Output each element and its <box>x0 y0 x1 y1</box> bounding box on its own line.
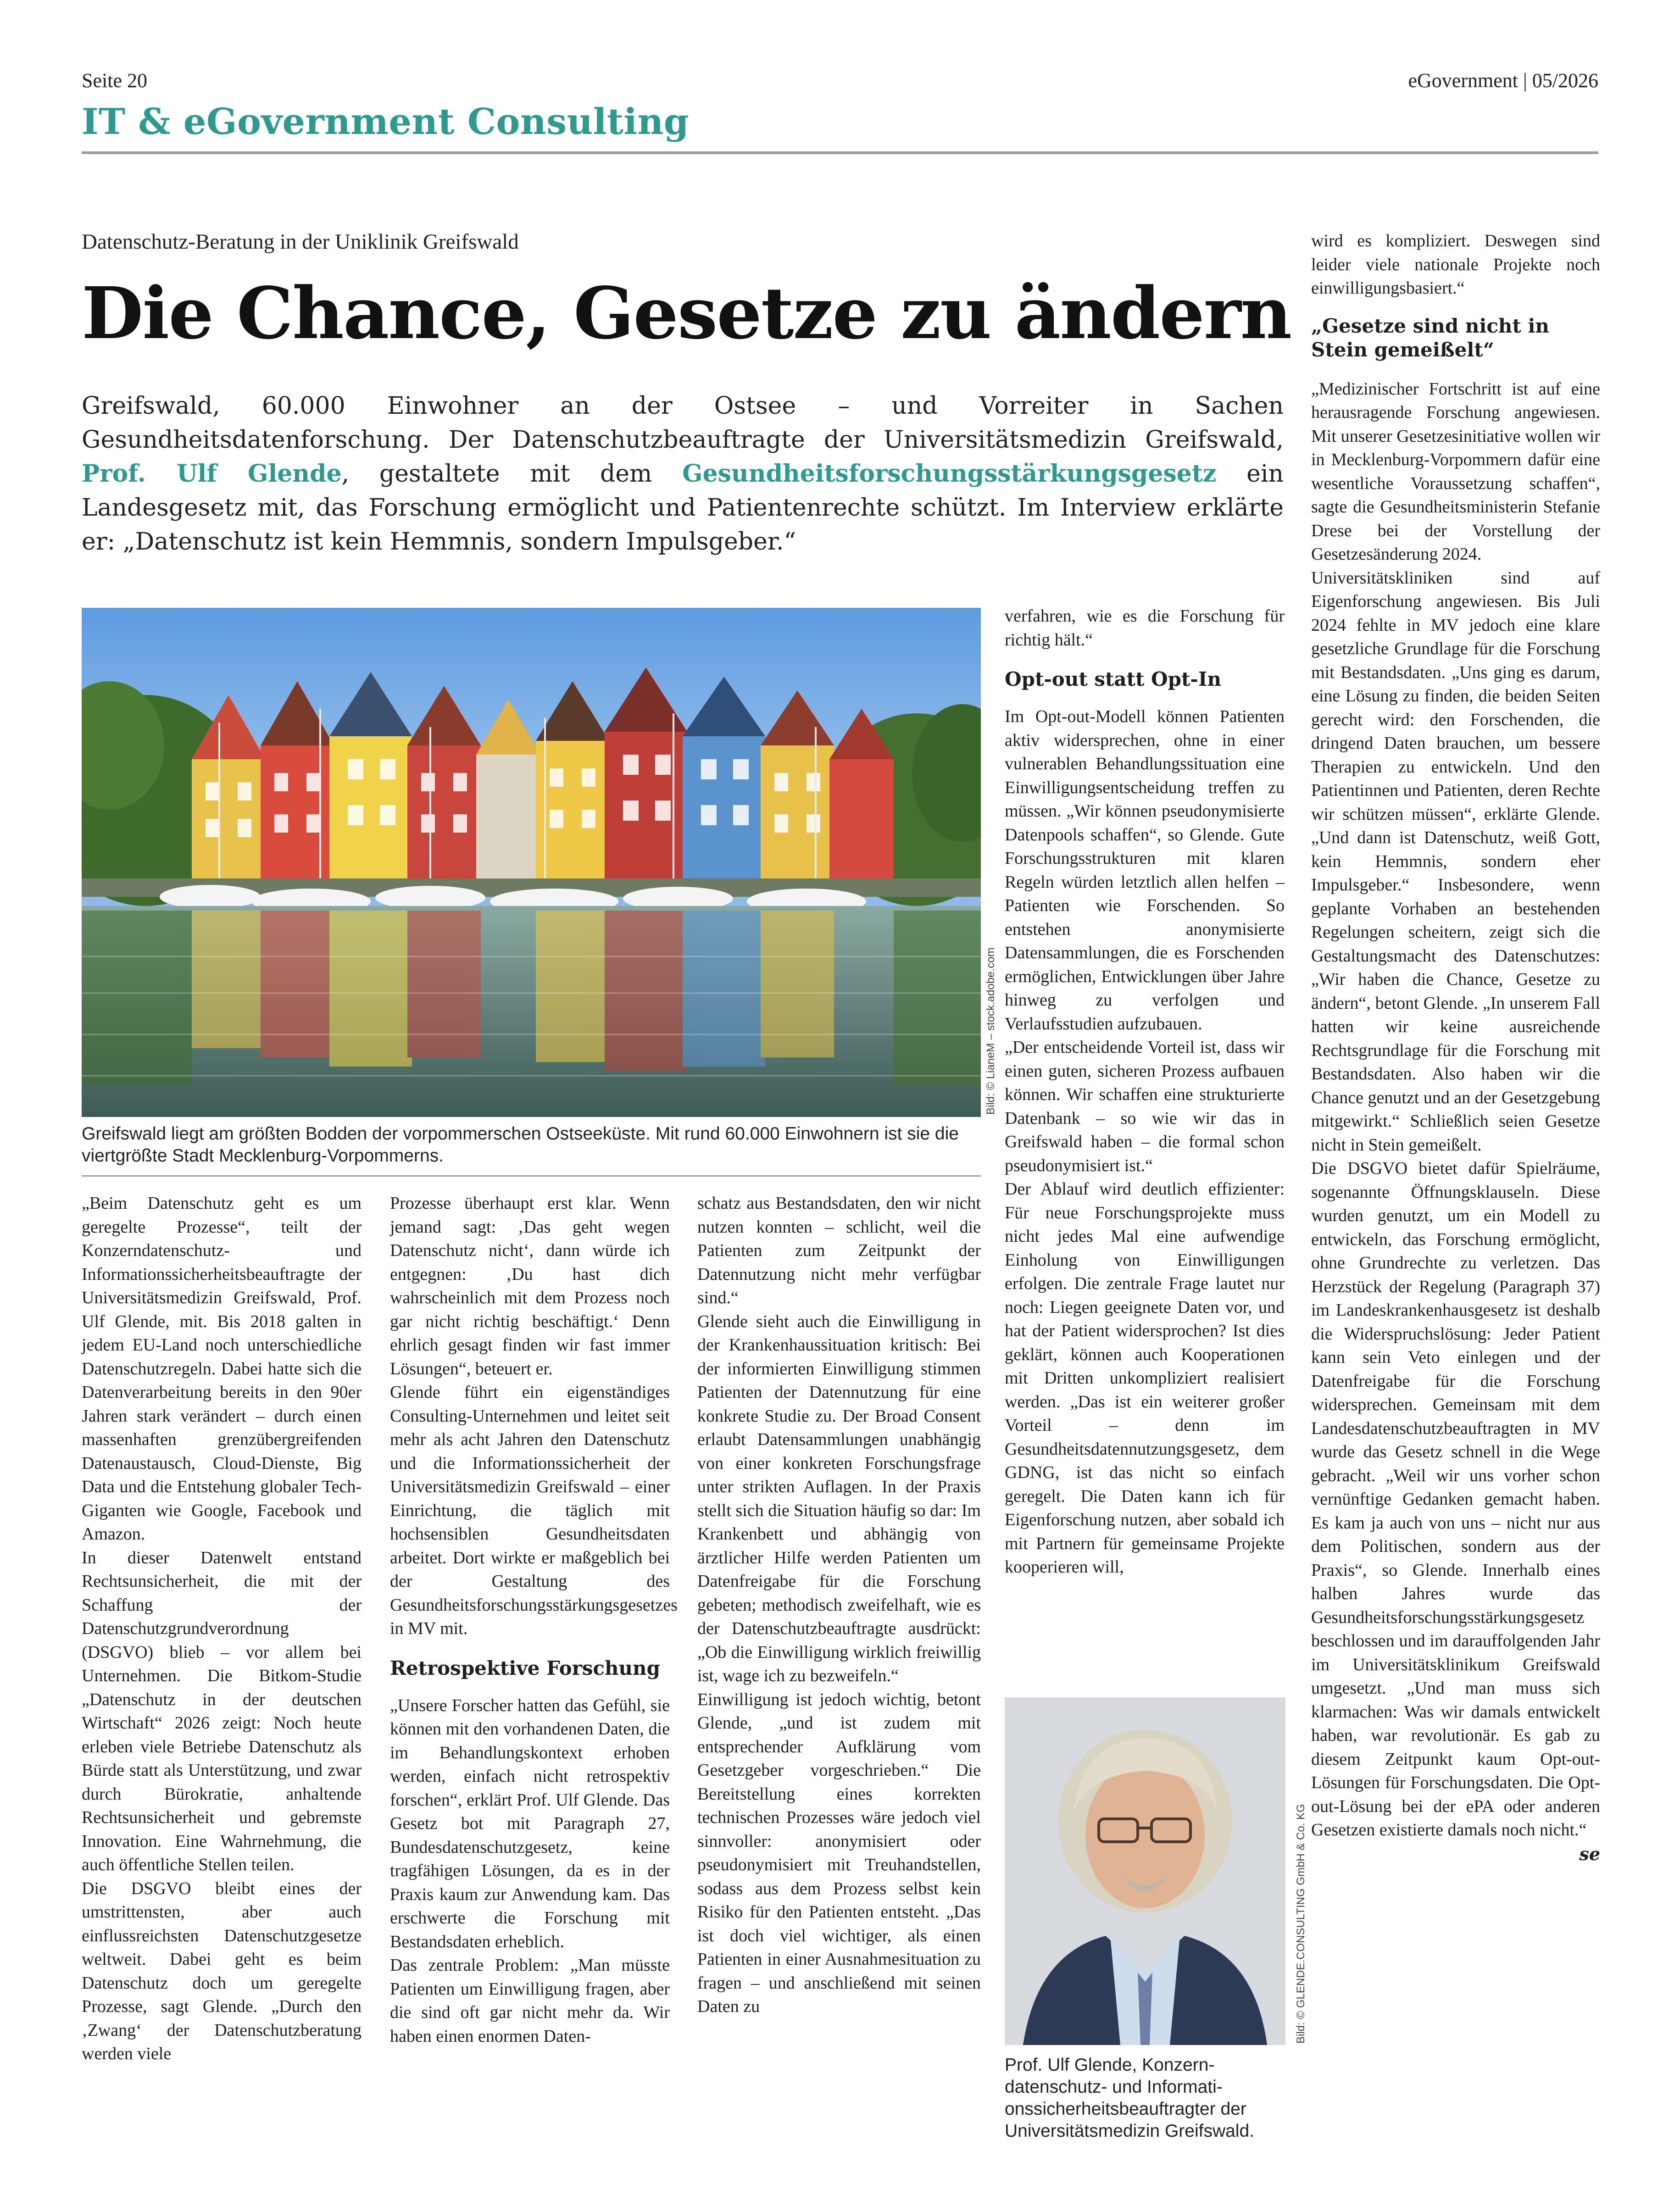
paragraph: Im Opt-out-Modell können Patienten aktiv widersprechen, ohne in einer vulnerablen Behandlungssituation eine Einwilligungsentscheidung treffen zu müssen. „Wir können pseudonymisierte Datenpools schaffen“, so Glende. Gute Forschungsstrukturen mit klaren Regeln würden letztlich allen helfen – Patienten wie Forschenden. So entstehen anonymisierte Datensammlungen, die es Forschenden ermöglichen, Entwicklungen über Jahre hinweg zu verfolgen und Verlaufsstudien aufzubauen. <box>1005 707 1285 1034</box>
page-number: Seite 20 <box>82 69 147 92</box>
paragraph: Glende führt ein eigenständiges Consulting-Unternehmen und leitet seit mehr als acht Jahren den Datenschutz und die Informationssicherheit der Universitätsmedizin Greifswald – einer Einrichtung, die täglich mit hochsensiblen Gesundheitsdaten arbeitet. Dort wirkte er maßgeblich bei der Gestaltung des Gesundheitsforschungsstärkungsgesetzes in MV mit. <box>390 1383 678 1638</box>
lead-text-1: Greifswald, 60.000 Einwohner an der Ostsee – und Vorreiter in Sachen Gesundheitsdatenforschung. Der Datenschutzbeauftragte der Universitätsmedizin Greifswald, <box>82 392 1284 454</box>
text-column-3 <box>697 1192 981 2019</box>
paragraph-text: Die DSGVO bietet dafür Spielräume, sogenannte Öffnungsklauseln. Diese wurden genutzt, um ein Modell zu entwickeln, das Forschung ermöglicht, ohne Grundrechte zu verletzen. Das Herzstück der Regelung (Paragraph 37) im Landeskrankenhausgesetz ist deshalb die Widerspruchslösung: Jeder Patient kann sein Veto einlegen und der Datenfreigabe für die Forschung widersprechen. Gemeinsam mit dem Landesdatenschutzbeauftragten in MV wurde das Gesetz schnell in die Wege gebracht. „Weil wir uns vorher schon vernünftige Gedanken gemacht haben. Es kam ja auch von uns – nicht nur aus dem Politischen, sondern aus der Praxis“, so Glende. Innerhalb eines halben Jahres wurde das Gesundheitsforschungsstärkungsgesetz beschlossen und im darauffolgenden Jahr im Universitätsklinikum Greifswald umgesetzt. „Und man muss sich klarmachen: Was wir damals entwickelt haben, war revolutionär. Es gab zu diesem Zeitpunkt kaum Opt-out-Lösungen für Forschungsdaten. Die Opt-out-Lösung bei der ePA oder anderen Gesetzen existierte damals noch nicht.“ <box>1311 1159 1600 1839</box>
paragraph: verfahren, wie es die Forschung für richtig hält.“ <box>1005 606 1285 650</box>
portrait-photo <box>1005 1697 1285 2045</box>
paragraph: Universitätskliniken sind auf Eigenforschung angewiesen. Bis Juli 2024 fehlte in MV jedoch eine klare gesetzliche Grundlage für die Forschung mit Bestandsdaten. „Uns ging es darum, eine Lösung zu finden, die beiden Seiten gerecht wird: den Forschenden, die dringend Daten brauchen, um bessere Therapien zu entwickeln. Und den Patientinnen und Patienten, deren Rechte wir schützen müssen“, erklärte Glende. „Und dann ist Datenschutz, weiß Gott, kein Hemmnis, sondern eher Impulsgeber.“ Insbesondere, wenn geplante Vorhaben an bestehenden Regelungen scheitern, zeigt sich die Gestaltungsmacht des Datenschutzes: „Wir haben die Chance, Gesetze zu ändern“, betont Glende. „In unserem Fall hatten wir keine ausreichende Rechtsgrundlage für die Forschung mit Bestandsdaten. Also haben wir die Chance genutzt und an der Gesetzgebung mitgewirkt.“ Schließlich seien Gesetze nicht in Stein gemeißelt. <box>1311 568 1600 1155</box>
paragraph: schatz aus Bestandsdaten, den wir nicht nutzen konnten – schlicht, weil die Patienten zum Zeitpunkt der Datennutzung nicht mehr verfügbar sind.“ <box>697 1194 981 1307</box>
subheading-retrospektive: Retrospektive Forschung <box>390 1656 660 1679</box>
photo-caption: Greifswald liegt am größten Bodden der vorpommerschen Ostseeküste. Mit rund 60.000 Einwohnern ist sie die viertgrößte Stadt Mecklenburg-Vorpommerns. <box>82 1124 959 1166</box>
lead-text-2: , gestaltete mit dem <box>341 460 683 488</box>
text-column-1 <box>82 1192 362 2066</box>
paragraph: Glende sieht auch die Einwilligung in der Krankenhaussituation kritisch: Bei der informierten Einwilligung stimmen Patienten der Datennutzung für eine konkrete Studie zu. Der Broad Consent erlaubt Datensammlungen unabhängig von einer konkreten Forschungsfrage unter strikten Auflagen. In der Praxis stellt sich die Situation häufig so dar: Im Krankenbett und abhängig von ärztlicher Hilfe werden Patienten um Datenfreigabe für die Forschung gebeten; methodisch zweifelhaft, wie es der Datenschutzbeauftragte ausdrückt: „Ob die Einwilligung wirklich freiwillig ist, wage ich zu bezweifeln.“ <box>697 1311 981 1685</box>
paragraph: In dieser Datenwelt entstand Rechtsunsicherheit, die mit der Schaffung der Datenschutzgrundverordnung (DSGVO) blieb – vor allem bei Unternehmen. Die Bitkom-Studie „Datenschutz in der deutschen Wirtschaft“ 2026 zeigt: Noch heute erleben viele Betriebe Datenschutz als Bürde statt als Unterstützung, und zwar durch Bürokratie, anhaltende Rechtsunsicherheit und gebremste Innovation. Eine Wahrnehmung, die auch öffentliche Stellen teilen. <box>82 1548 362 1874</box>
paragraph: Der Ablauf wird deutlich effizienter: Für neue Forschungsprojekte muss nicht jedes Mal eine aufwendige Einholung von Einwilligungen erfolgen. Die zentrale Frage lautet nur noch: Liegen geeignete Daten vor, und hat der Patient widersprochen? Ist dies geklärt, können auch Kooperationen mit Dritten unkompliziert realisiert werden. „Das ist ein weiterer großer Vorteil – denn im Gesundheitsdatennutzungsgesetz, dem GDNG, ist das nicht so einfach geregelt. Die Daten kann ich für Eigenforschung nutzen, aber sobald ich mit Partnern für gemeinsame Projekte kooperieren will, <box>1005 1179 1285 1577</box>
section-title: IT & eGovernment Consulting <box>82 101 689 143</box>
article-headline: Die Chance, Gesetze zu ändern <box>82 271 1291 355</box>
author-signature: se <box>1579 1843 1600 1864</box>
subheading-opt-out: Opt-out statt Opt-In <box>1005 668 1222 690</box>
section-divider <box>82 151 1598 154</box>
article-kicker: Datenschutz-Beratung in der Uniklinik Greifswald <box>82 230 519 254</box>
paragraph: „Beim Datenschutz geht es um geregelte Prozesse“, teilt der Konzerndatenschutz- und Informationssicherheitsbeauftragte der Universitätsmedizin Greifswald, Prof. Ulf Glende, mit. Bis 2018 galten in jedem EU-Land noch unterschiedliche Datenschutzregeln. Dabei hatte sich die Datenverarbeitung bereits in den 90er Jahren stark verändert – durch einen massenhaften grenzübergreifenden Datenaustausch, Cloud-Dienste, Big Data und die Entstehung globaler Tech-Giganten wie Google, Facebook und Amazon. <box>82 1194 362 1544</box>
text-column-5 <box>1311 229 1600 1866</box>
paragraph: Die DSGVO bleibt eines der umstrittensten, aber auch einflussreichsten Datenschutzgesetze weltweit. Dabei geht es beim Datenschutz doch um geregelte Prozesse, sagt Glende. „Durch den ‚Zwang‘ der Datenschutzberatung werden viele <box>82 1878 362 2063</box>
text-column-2 <box>390 1192 678 2048</box>
paragraph: Einwilligung ist jedoch wichtig, betont Glende, „und ist zudem mit entsprechender Aufklärung vom Gesetzgeber vorgeschrieben.“ Die Bereitstellung eines korrekten technischen Prozesses wäre jedoch viel sinnvoller: anonymisiert oder pseudonymisiert mit Treuhandstellen, sodass aus dem Prozess selbst kein Risiko für den Patienten entsteht. „Das ist doch viel wichtiger, als einen Patienten in einer Ausnahmesituation zu fragen – und anschließend mit seinen Daten zu <box>697 1689 981 2016</box>
photo-credit: Bild: © LianeM – stock.adobe.com <box>985 947 997 1115</box>
lead-name-highlight: Prof. Ulf Glende <box>82 460 342 488</box>
paragraph: Prozesse überhaupt erst klar. Wenn jemand sagt: ‚Das geht wegen Datenschutz nicht‘, dann würde ich entgegnen: ‚Du hast dich wahrscheinlich mit dem Prozess noch gar nicht richtig beschäftigt.‘ Denn ehrlich gesagt finden wir fast immer Lösungen“, beteuert er. <box>390 1194 670 1378</box>
greifswald-harbour-photo <box>82 608 981 1117</box>
paragraph: „Medizinischer Fortschritt ist auf eine herausragende Forschung angewiesen. Mit unserer Gesetzesinitiative wollen wir in Mecklenburg-Vorpommern dafür eine wesentliche Voraussetzung schaffen“, sagte die Gesundheitsministerin Stefanie Drese bei der Vorstellung der Gesetzesänderung 2024. <box>1311 379 1600 564</box>
paragraph: Das zentrale Problem: „Man müsste Patienten um Einwilligung fragen, aber die sind oft gar nicht mehr da. Wir haben einen enormen Daten- <box>390 1956 670 2046</box>
paragraph: „Unsere Forscher hatten das Gefühl, sie können mit den vorhandenen Daten, die im Behandlungskontext erhoben werden, einfach nicht retrospektiv forschen“, erklärt Prof. Ulf Glende. Das Gesetz bot mit Paragraph 27, Bundesdatenschutzgesetz, keine tragfähigen Lösungen, da es in der Praxis kaum zur Anwendung kam. Das erschwerte die Forschung mit Bestandsdaten erheblich. <box>390 1695 670 1951</box>
article-lead <box>82 389 1284 559</box>
text-column-4 <box>1005 605 1285 1579</box>
lead-text-3: ein Landesgesetz mit, das Forschung ermöglicht und Patientenrechte schützt. Im Interview erklärte er: „Datenschutz ist kein Hemmnis, sondern Impulsgeber.“ <box>82 460 1284 556</box>
paragraph: wird es kompliziert. Deswegen sind leider viele nationale Projekte noch einwilligungsbasiert.“ <box>1311 231 1600 298</box>
paragraph <box>1311 1157 1600 1864</box>
portrait-illustration <box>1005 1697 1285 2045</box>
portrait-credit: Bild: © GLENDE.CONSULTING GmbH & Co. KG <box>1295 1804 1307 2044</box>
lead-law-highlight: Gesundheitsforschungsstärkungsgesetz <box>682 460 1217 488</box>
paragraph: „Der entscheidende Vorteil ist, dass wir einen guten, sicheren Prozess aufbauen können. Wir schaffen eine strukturierte Datenbank – so wie wir das in Greifswald haben – die formal schon pseudonymisiert ist.“ <box>1005 1038 1285 1175</box>
subheading-gesetze: „Gesetze sind nicht in Stein gemeißelt“ <box>1311 314 1549 361</box>
portrait-caption: Prof. Ulf Glende, Konzerndatenschutz- und Informationssicherheitsbeauftragter der Universitätsmedizin Greifswald. <box>1005 2055 1255 2141</box>
issue-label: eGovernment | 05/2026 <box>1408 69 1598 92</box>
caption-divider <box>82 1175 981 1177</box>
harbour-illustration <box>82 608 981 1117</box>
